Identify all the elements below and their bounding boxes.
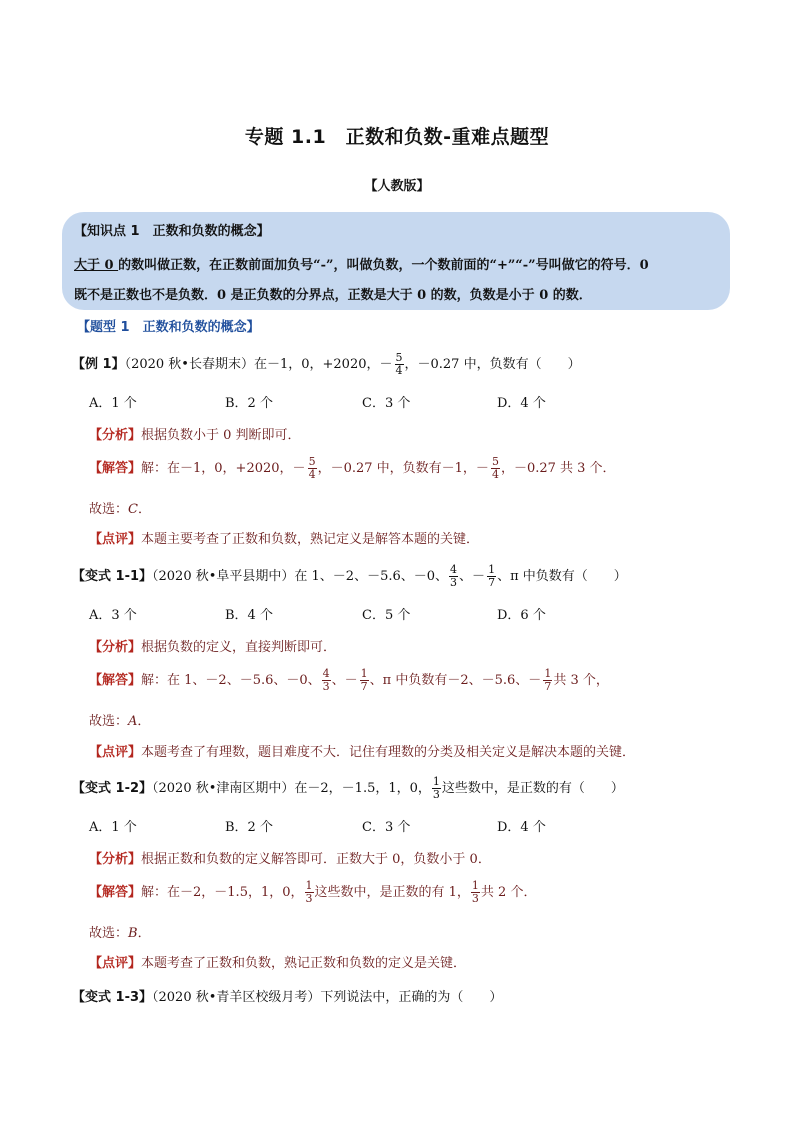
fraction-numerator: 1	[471, 879, 479, 892]
fraction-numerator: 1	[432, 775, 440, 788]
fraction-numerator: 1	[544, 667, 552, 680]
comment	[89, 528, 479, 547]
analysis	[89, 636, 336, 655]
option-c: C．3 个	[362, 820, 411, 835]
fraction-sign: －	[379, 357, 393, 372]
knowledge-line-2: 既不是正数也不是负数．0 是正负数的分界点，正数是大于 0 的数，负数是小于 0 的数．	[74, 288, 592, 303]
analysis-text: 根据负数的定义，直接判断即可．	[141, 640, 337, 655]
option-a: A．1 个	[89, 820, 137, 835]
page-title: 专题 1.1 正数和负数-重难点题型	[244, 126, 550, 148]
comment-tag: 【点评】	[89, 956, 142, 971]
fraction-numerator: 1	[360, 667, 368, 680]
fraction	[308, 456, 317, 481]
fraction-denominator: 4	[395, 364, 403, 377]
fraction-denominator: 3	[471, 892, 479, 905]
fraction-denominator: 4	[308, 468, 316, 481]
comment-tag: 【点评】	[89, 532, 142, 547]
solution-text: 、π 中负数有－2、－5.6、	[369, 673, 529, 688]
solution-tag: 【解答】	[89, 673, 142, 688]
fraction-denominator: 3	[450, 576, 458, 589]
question-text: （2020 秋•阜平县期中）在 1、－2、－5.6、－0、	[152, 569, 449, 584]
solution	[89, 880, 536, 905]
separator: 、	[459, 569, 473, 584]
fraction-denominator: 3	[432, 788, 440, 801]
option-a: A．1 个	[89, 396, 137, 411]
variant-tag: 【变式 1-2】	[72, 781, 153, 796]
fraction-sign: －	[292, 461, 306, 476]
fraction-denominator: 4	[491, 468, 499, 481]
solution-tag: 【解答】	[89, 461, 142, 476]
analysis-text: 根据正数和负数的定义解答即可．正数大于 0，负数小于 0．	[141, 852, 491, 867]
solution-text: 解：在－1，0，+2020，	[141, 461, 293, 476]
variant-1-2-question	[72, 776, 624, 801]
variant-tag: 【变式 1-3】	[72, 990, 153, 1005]
fraction-sign: －	[528, 673, 542, 688]
fraction	[305, 880, 314, 905]
fraction-denominator: 7	[544, 680, 552, 693]
option-d: D．4 个	[497, 396, 546, 411]
solution-text: 解：在 1、－2、－5.6、－0、	[141, 673, 321, 688]
option-b: B．2 个	[225, 396, 273, 411]
type-heading: 【题型 1 正数和负数的概念】	[77, 320, 260, 335]
question-text-end: 、π 中负数有（ ）	[497, 569, 627, 584]
option-c: C．3 个	[362, 396, 411, 411]
fraction	[449, 564, 458, 589]
variant-1-1-question	[72, 564, 627, 589]
knowledge-box	[62, 212, 730, 310]
fraction	[543, 668, 552, 693]
solution-text: 、	[331, 673, 345, 688]
answer-choice	[89, 710, 150, 729]
fraction	[487, 564, 496, 589]
choose-end: ．	[137, 714, 151, 729]
analysis	[89, 848, 491, 867]
fraction-denominator: 7	[360, 680, 368, 693]
analysis-tag: 【分析】	[89, 852, 142, 867]
example-tag: 【例 1】	[72, 357, 125, 372]
fraction-numerator: 4	[322, 667, 330, 680]
solution-text: ，－0.27 共 3 个．	[500, 461, 616, 476]
example-1-question	[72, 352, 581, 377]
choose-value: C	[128, 502, 138, 517]
choose-end: ．	[137, 926, 151, 941]
fraction-numerator: 5	[395, 351, 403, 364]
analysis	[89, 424, 301, 443]
option-a: A．3 个	[89, 608, 137, 623]
comment	[89, 952, 466, 971]
fraction	[322, 668, 331, 693]
comment-tag: 【点评】	[89, 745, 142, 760]
fraction-numerator: 1	[488, 563, 496, 576]
knowledge-line-1-text: 的数叫做正数，在正数前面加负号“-”，叫做负数，一个数前面的“+”“-”号叫做它的符号．0	[118, 258, 649, 273]
choose-end: ．	[137, 502, 151, 517]
comment-text: 本题考查了有理数，题目难度不大．记住有理数的分类及相关定义是解决本题的关键．	[141, 745, 636, 760]
fraction	[471, 880, 480, 905]
choose-label: 故选：	[89, 502, 129, 517]
analysis-text: 根据负数小于 0 判断即可．	[141, 428, 301, 443]
answer-choice	[89, 922, 151, 941]
analysis-tag: 【分析】	[89, 640, 142, 655]
solution	[89, 668, 609, 693]
variant-1-3-question	[72, 986, 502, 1005]
choose-value: A	[128, 714, 138, 729]
fraction-numerator: 5	[491, 455, 499, 468]
fraction-sign: －	[344, 673, 358, 688]
fraction	[395, 352, 404, 377]
fraction-denominator: 3	[305, 892, 313, 905]
choose-value: B	[128, 926, 138, 941]
solution-tag: 【解答】	[89, 885, 142, 900]
question-text-end: 这些数中，是正数的有（ ）	[441, 781, 624, 796]
fraction	[432, 776, 441, 801]
option-d: D．4 个	[497, 820, 546, 835]
knowledge-title: 【知识点 1 正数和负数的概念】	[74, 224, 270, 239]
fraction-sign: －	[475, 461, 489, 476]
variant-tag: 【变式 1-1】	[72, 569, 153, 584]
comment	[89, 741, 635, 760]
fraction-numerator: 1	[305, 879, 313, 892]
comment-text: 本题主要考查了正数和负数，熟记定义是解答本题的关键．	[141, 532, 480, 547]
answer-choice	[89, 498, 151, 517]
solution	[89, 456, 616, 481]
option-b: B．4 个	[225, 608, 273, 623]
fraction-denominator: 7	[488, 576, 496, 589]
fraction-denominator: 3	[322, 680, 330, 693]
solution-text: 共 2 个．	[480, 885, 537, 900]
analysis-tag: 【分析】	[89, 428, 142, 443]
option-b: B．2 个	[225, 820, 273, 835]
comment-text: 本题考查了正数和负数，熟记正数和负数的定义是关键．	[141, 956, 467, 971]
knowledge-underline: 大于 0	[74, 258, 119, 273]
solution-text: 共 3 个，	[553, 673, 609, 688]
option-d: D．6 个	[497, 608, 546, 623]
page-subtitle: 【人教版】	[364, 179, 430, 194]
knowledge-line-1	[74, 254, 649, 273]
fraction-numerator: 4	[450, 563, 458, 576]
question-text: （2020 秋•青羊区校级月考）下列说法中，正确的为（ ）	[152, 990, 503, 1005]
solution-text: 这些数中，是正数的有 1，	[314, 885, 470, 900]
question-text: （2020 秋•津南区期中）在－2，－1.5，1，0，	[152, 781, 431, 796]
question-text: （2020 秋•长春期末）在－1，0，+2020，	[124, 357, 380, 372]
fraction	[491, 456, 500, 481]
fraction	[360, 668, 369, 693]
solution-text: ，－0.27 中，负数有－1，	[317, 461, 476, 476]
solution-text: 解：在－2，－1.5，1，0，	[141, 885, 304, 900]
fraction-sign: －	[472, 569, 486, 584]
option-c: C．5 个	[362, 608, 411, 623]
fraction-numerator: 5	[308, 455, 316, 468]
choose-label: 故选：	[89, 714, 129, 729]
choose-label: 故选：	[89, 926, 129, 941]
question-text-end: ，－0.27 中，负数有（ ）	[404, 357, 581, 372]
